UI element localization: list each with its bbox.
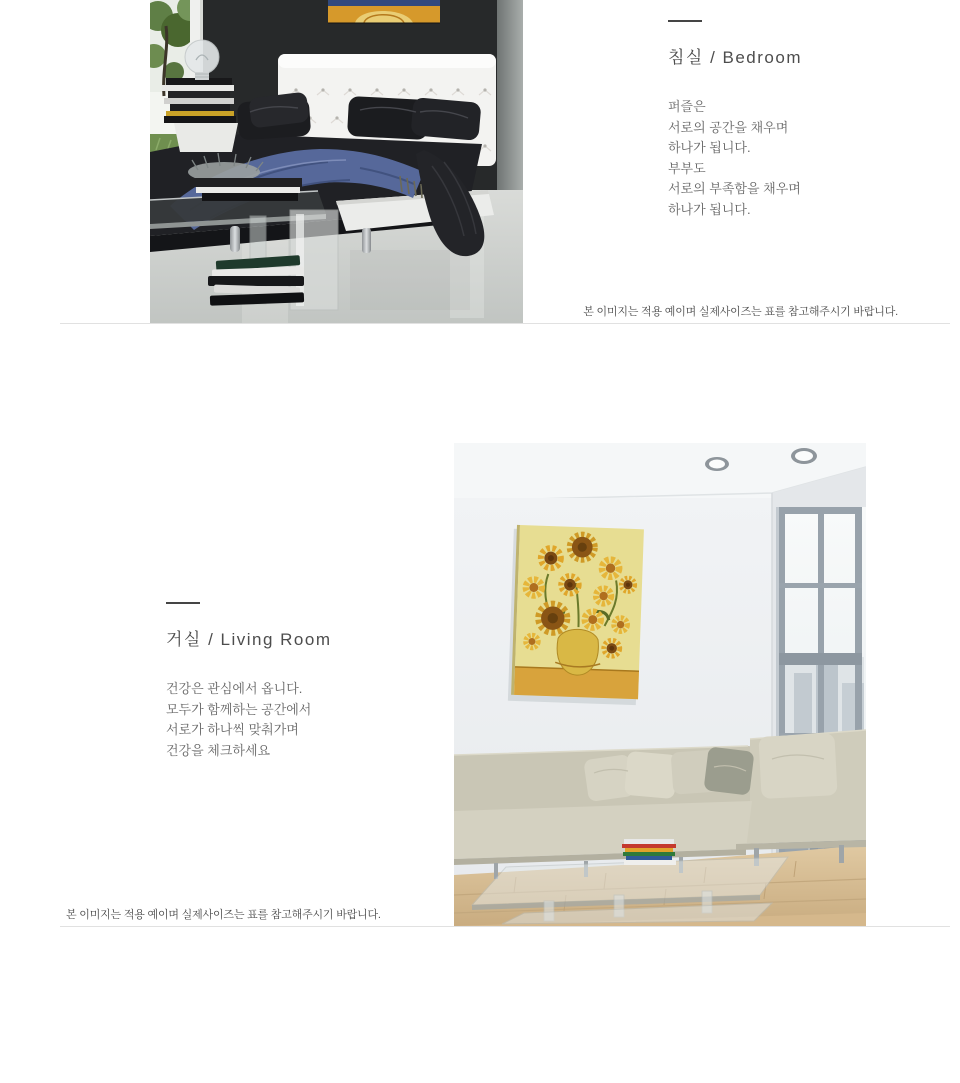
bedroom-body-line: 퍼즐은 xyxy=(668,99,706,114)
bedroom-body-line: 서로의 부족함을 채우며 xyxy=(668,181,801,196)
wall-art-partial xyxy=(328,0,440,24)
books-under-bench xyxy=(208,255,304,306)
living-room-photo xyxy=(454,443,866,926)
living-room-body-line: 모두가 함께하는 공간에서 xyxy=(166,701,312,717)
bedroom-text-block xyxy=(668,20,928,220)
recessed-light xyxy=(791,448,817,464)
stacked-books xyxy=(622,839,676,865)
sunflower-painting xyxy=(508,525,644,705)
bedroom-body-copy xyxy=(668,97,928,220)
section-divider xyxy=(60,323,950,324)
living-room-body-line: 건강을 체크하세요 xyxy=(166,742,271,758)
living-room-disclaimer: 본 이미지는 적용 예이며 실제사이즈는 표를 참고해주시기 바랍니다. xyxy=(66,909,381,921)
bedroom-body-line: 하나가 됩니다. xyxy=(668,201,751,217)
section-divider xyxy=(60,926,950,927)
side-wall xyxy=(497,0,523,190)
section-dash xyxy=(166,602,200,604)
living-room-body-copy xyxy=(166,679,446,761)
recessed-light xyxy=(705,457,729,471)
bedroom-body-line: 서로의 공간을 채우며 xyxy=(668,119,789,135)
living-room-body-line: 서로가 하나씩 맞춰가며 xyxy=(166,722,299,737)
bedroom-body-line: 부부도 xyxy=(668,160,706,176)
bedroom-photo xyxy=(150,0,523,323)
section-dash xyxy=(668,20,702,22)
living-room-section-title: 거실 / Living Room xyxy=(166,630,332,649)
living-room-text-block xyxy=(166,602,446,761)
living-room-body-line: 건강은 관심에서 옵니다. xyxy=(166,681,303,696)
bedroom-disclaimer: 본 이미지는 적용 예이며 실제사이즈는 표를 참고해주시기 바랍니다. xyxy=(583,306,898,318)
bedroom-body-line: 하나가 됩니다. xyxy=(668,140,751,155)
bedroom-section-title: 침실 / Bedroom xyxy=(668,48,802,67)
